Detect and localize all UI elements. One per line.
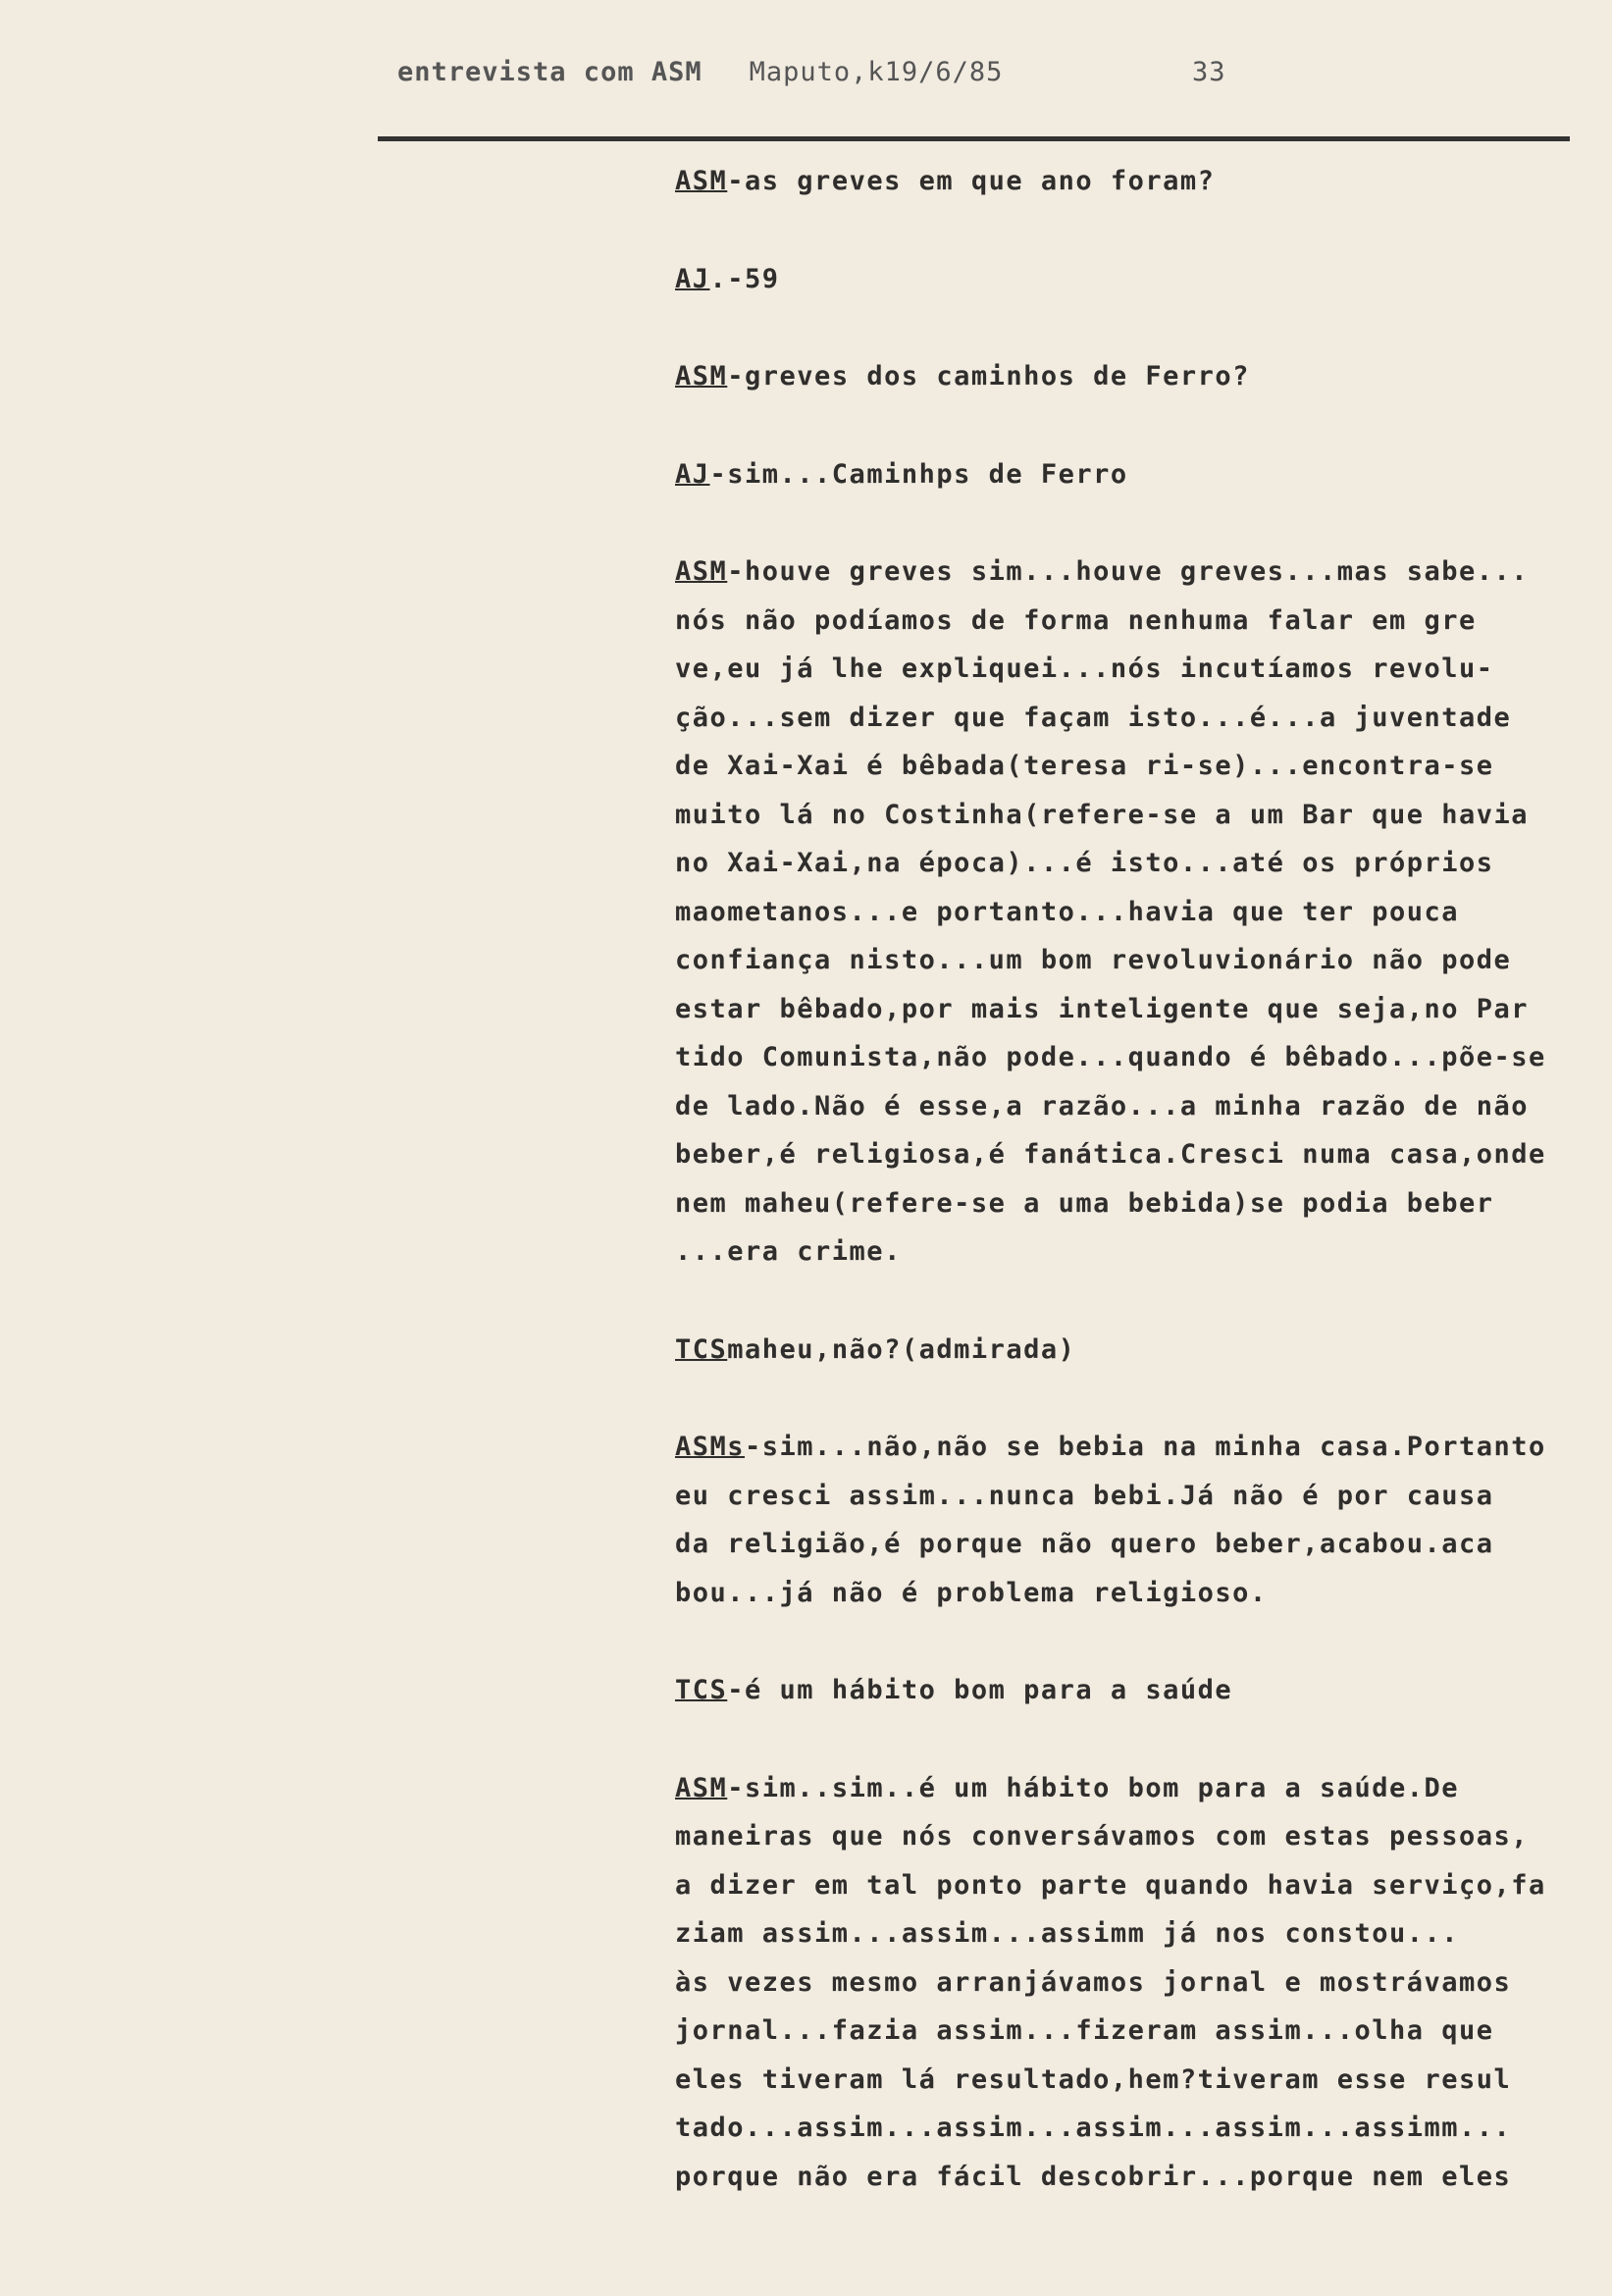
line-text: -greves dos caminhos de Ferro? xyxy=(727,361,1250,391)
line-text: -sim...não,não se bebia na minha casa.Portanto xyxy=(745,1432,1546,1462)
dialogue-line xyxy=(675,888,1558,937)
dialogue-line xyxy=(675,1033,1558,1082)
dialogue-line xyxy=(675,1812,1558,1861)
line-text: jornal...fazia assim...fizeram assim...olha que xyxy=(675,2015,1494,2046)
speaker-label: ASM xyxy=(675,1772,728,1803)
line-text: bou...já não é problema religioso. xyxy=(675,1577,1268,1608)
speaker-label: TCS xyxy=(675,1333,728,1365)
dialogue-line xyxy=(675,1472,1558,1521)
line-text: -sim...Caminhps de Ferro xyxy=(709,458,1128,490)
line-text: muito lá no Costinha(refere-se a um Bar que havia xyxy=(675,799,1530,830)
speaker-label: ASM xyxy=(675,556,728,587)
dialogue-line xyxy=(675,1569,1558,1618)
line-text: de lado.Não é esse,a razão...a minha razão de não xyxy=(675,1090,1530,1122)
line-text: eles tiveram lá resultado,hem?tiveram esse resul xyxy=(675,2063,1512,2095)
dialogue-line xyxy=(675,2153,1558,2202)
dialogue-line xyxy=(675,742,1558,791)
dialogue-line xyxy=(675,936,1558,985)
line-text: -sim..sim..é um hábito bom para a saúde.De xyxy=(727,1772,1460,1803)
dialogue-line xyxy=(675,157,1558,206)
dialogue-line xyxy=(675,450,1558,499)
dialogue-line xyxy=(675,2056,1558,2105)
line-text: beber,é religiosa,é fanática.Cresci numa casa,onde xyxy=(675,1139,1546,1170)
dialogue-line xyxy=(675,548,1558,597)
line-text: a dizer em tal ponto parte quando havia serviço,fa xyxy=(675,1869,1546,1901)
dialogue-paragraph xyxy=(675,255,1558,304)
line-text: às vezes mesmo arranjávamos jornal e mostrávamos xyxy=(675,1966,1512,1998)
line-text: .-59 xyxy=(709,263,780,294)
speaker-label: AJ xyxy=(675,458,710,490)
line-text: eu cresci assim...nunca bebi.Já não é por causa xyxy=(675,1480,1494,1511)
dialogue-line xyxy=(675,1227,1558,1277)
dialogue-paragraph xyxy=(675,1326,1558,1375)
speaker-label: TCS xyxy=(675,1675,728,1705)
line-text: -houve greves sim...houve greves...mas sabe... xyxy=(727,556,1530,587)
dialogue-line xyxy=(675,2104,1558,2153)
header-title: entrevista com ASM xyxy=(397,57,702,87)
dialogue-paragraph xyxy=(675,1764,1558,2202)
dialogue-paragraph xyxy=(675,157,1558,206)
dialogue-line xyxy=(675,597,1558,646)
line-text: no Xai-Xai,na época)...é isto...até os próprios xyxy=(675,848,1494,878)
dialogue-paragraph xyxy=(675,1666,1558,1715)
line-text: maheu,não?(admirada) xyxy=(727,1333,1076,1365)
dialogue-line xyxy=(675,1179,1558,1228)
page-number: 33 xyxy=(1192,57,1226,87)
line-text: -as greves em que ano foram? xyxy=(727,166,1216,196)
dialogue-paragraph xyxy=(675,1423,1558,1617)
dialogue-line xyxy=(675,2007,1558,2056)
dialogue-line xyxy=(675,839,1558,888)
speaker-label: AJ xyxy=(675,263,710,294)
line-text: ção...sem dizer que façam isto...é...a juventade xyxy=(675,702,1512,733)
line-text: nem maheu(refere-se a uma bebida)se podia beber xyxy=(675,1187,1494,1219)
dialogue-line xyxy=(675,694,1558,743)
line-text: maometanos...e portanto...havia que ter pouca xyxy=(675,896,1459,927)
dialogue-line xyxy=(675,1666,1558,1715)
dialogue-line xyxy=(675,255,1558,304)
dialogue-line xyxy=(675,1326,1558,1375)
line-text: ve,eu já lhe expliquei...nós incutíamos revolu- xyxy=(675,653,1494,684)
header-rule xyxy=(378,136,1570,141)
dialogue-line xyxy=(675,645,1558,694)
line-text: ziam assim...assim...assimm já nos constou... xyxy=(675,1918,1459,1949)
dialogue-line xyxy=(675,1423,1558,1472)
header-place-date: Maputo,k19/6/85 xyxy=(749,57,1004,87)
dialogue-paragraph xyxy=(675,352,1558,401)
dialogue-line xyxy=(675,985,1558,1034)
dialogue-line xyxy=(675,1520,1558,1569)
line-text: nós não podíamos de forma nenhuma falar em gre xyxy=(675,604,1477,636)
dialogue-line xyxy=(675,1958,1558,2008)
line-text: -é um hábito bom para a saúde xyxy=(727,1675,1233,1705)
dialogue-paragraph xyxy=(675,548,1558,1277)
line-text: da religião,é porque não quero beber,acabou.aca xyxy=(675,1529,1494,1559)
speaker-label: ASMs xyxy=(675,1432,746,1462)
line-text: de Xai-Xai é bêbada(teresa ri-se)...encontra-se xyxy=(675,751,1494,781)
line-text: confiança nisto...um bom revoluvionário não pode xyxy=(675,945,1512,975)
line-text: tido Comunista,não pode...quando é bêbado...põe-se xyxy=(675,1042,1546,1072)
dialogue-line xyxy=(675,1082,1558,1131)
dialogue-line xyxy=(675,1130,1558,1179)
speaker-label: ASM xyxy=(675,361,728,391)
dialogue-paragraph xyxy=(675,450,1558,499)
dialogue-line xyxy=(675,1861,1558,1910)
transcript-body xyxy=(675,157,1558,2250)
speaker-label: ASM xyxy=(675,166,728,196)
dialogue-line xyxy=(675,352,1558,401)
dialogue-line xyxy=(675,791,1558,840)
line-text: maneiras que nós conversávamos com estas pessoas, xyxy=(675,1821,1530,1852)
dialogue-line xyxy=(675,1909,1558,1958)
page-header xyxy=(397,57,1226,87)
line-text: estar bêbado,por mais inteligente que seja,no Par xyxy=(675,993,1530,1024)
line-text: ...era crime. xyxy=(675,1236,902,1267)
line-text: porque não era fácil descobrir...porque nem eles xyxy=(675,2161,1512,2192)
dialogue-line xyxy=(675,1764,1558,1813)
line-text: tado...assim...assim...assim...assim...assimm... xyxy=(675,2113,1512,2143)
